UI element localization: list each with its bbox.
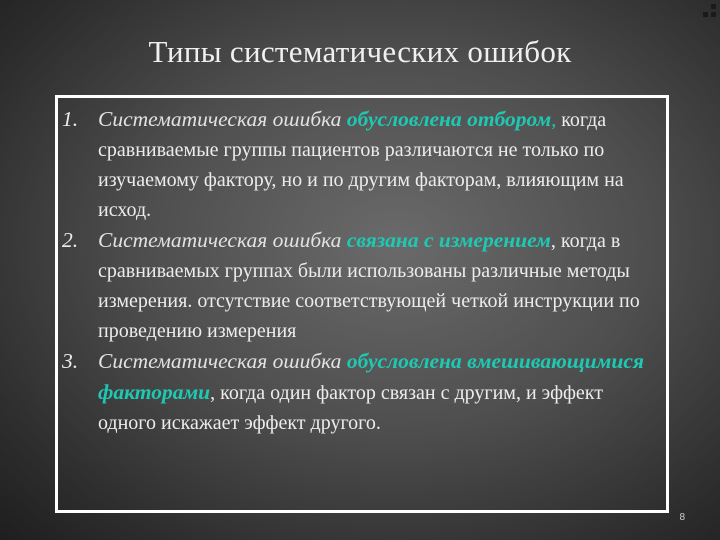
item-emphasis: обусловлена вмешивающимися факторами xyxy=(98,349,644,404)
item-lead: Систематическая ошибка xyxy=(98,228,347,252)
item-text xyxy=(98,104,652,225)
page-number: 8 xyxy=(679,512,685,523)
corner-decoration xyxy=(695,4,716,17)
item-rest: когда сравниваемые группы пациентов различаются не только по изучаемому фактору, но и по другим факторам, влияющим на исход. xyxy=(98,109,624,221)
item-separator: , xyxy=(210,382,216,404)
item-emphasis: связана с измерением xyxy=(346,228,551,252)
item-rest: когда один фактор связан с другим, и эффект одного искажает эффект другого. xyxy=(98,382,604,434)
content-box xyxy=(55,95,669,513)
item-separator: , xyxy=(551,109,557,131)
list-item-1 xyxy=(62,104,652,225)
list-item-2 xyxy=(62,225,652,346)
item-lead: Систематическая ошибка xyxy=(98,349,347,373)
error-type-list xyxy=(62,104,652,438)
item-text xyxy=(98,346,652,438)
item-number: 1. xyxy=(62,107,79,131)
item-separator: , xyxy=(550,230,556,252)
slide-title: Типы систематических ошибок xyxy=(148,34,572,69)
item-number: 2. xyxy=(62,228,79,252)
item-emphasis: обусловлена отбором xyxy=(346,107,552,131)
item-lead: Систематическая ошибка xyxy=(98,107,347,131)
item-rest: когда в сравниваемых группах были использованы различные методы измерения. отсутствие соответствующей четкой инструкции по проведению измерения xyxy=(98,230,640,342)
item-text xyxy=(98,225,652,346)
item-number: 3. xyxy=(62,349,79,373)
list-item-3 xyxy=(62,346,652,438)
